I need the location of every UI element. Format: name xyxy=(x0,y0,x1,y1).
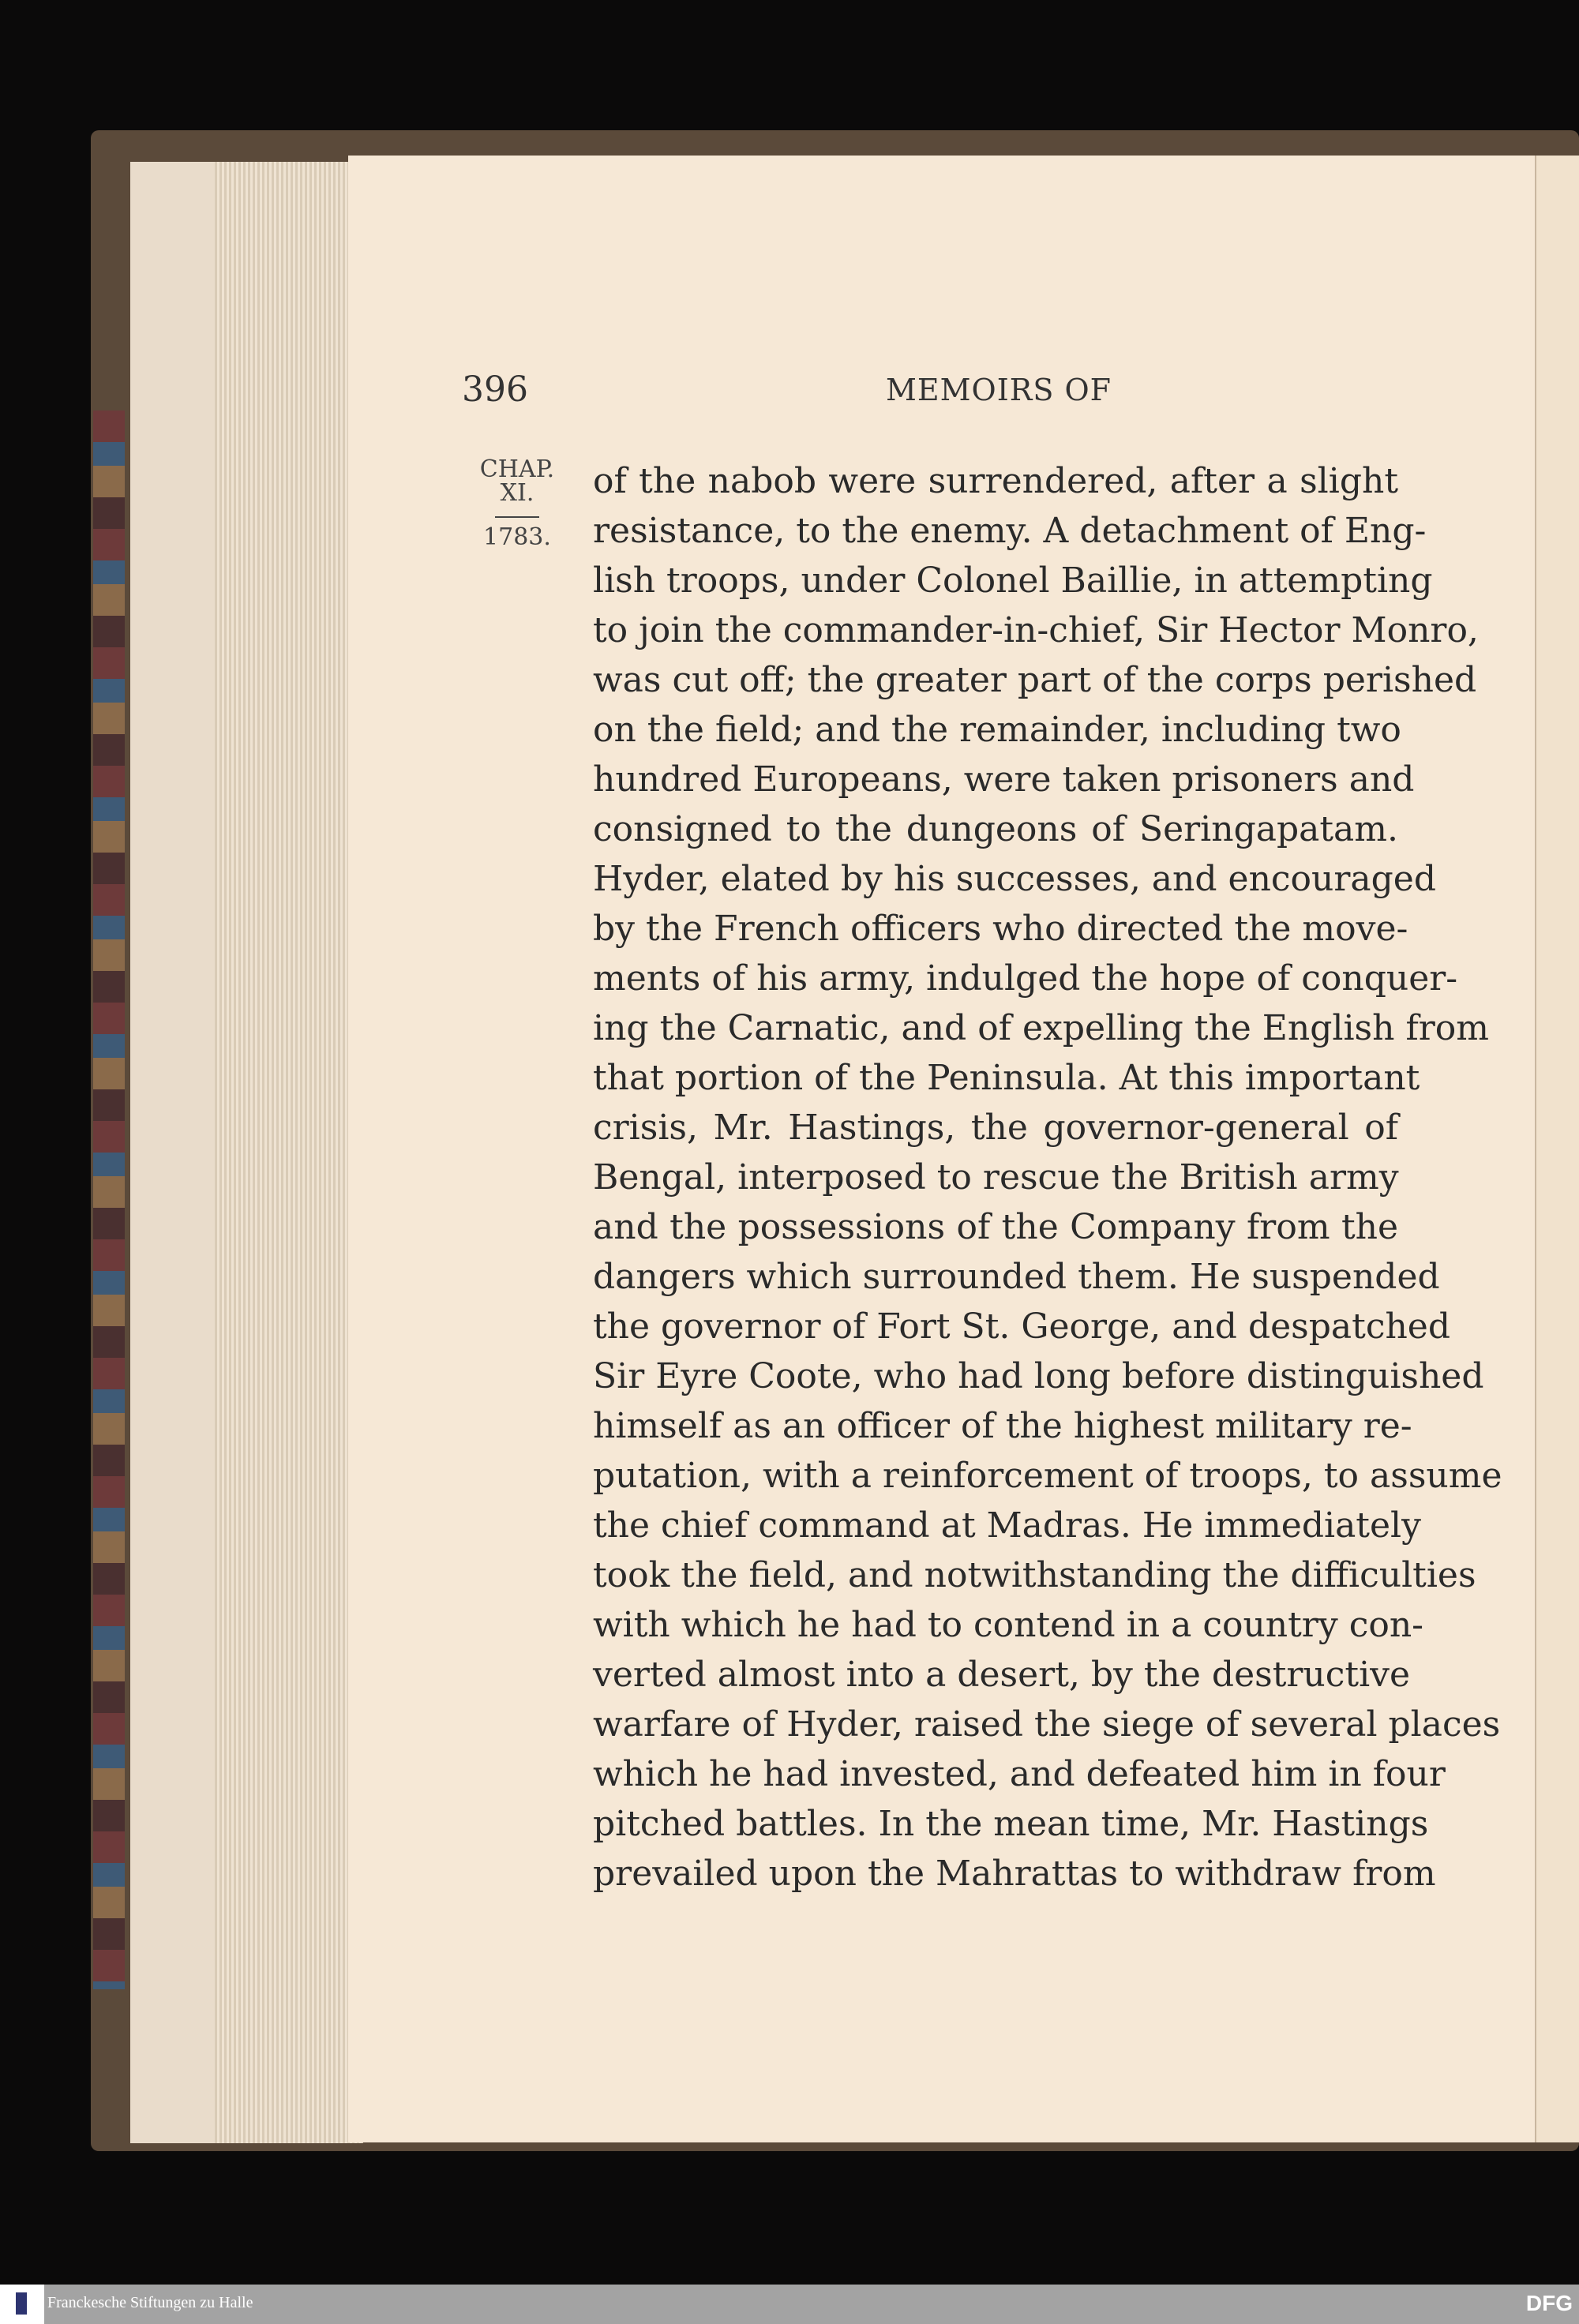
text-line: of the nabob were surrendered, after a slight xyxy=(593,461,1398,501)
text-line: ments of his army, indulged the hope of conquer- xyxy=(593,958,1458,999)
margin-chap: CHAP. xyxy=(479,455,555,483)
text-line: hundred Europeans, were taken prisoners and xyxy=(593,759,1415,800)
dfg-logo: DFG xyxy=(1525,2291,1573,2315)
margin-note xyxy=(474,455,561,551)
institution-logo xyxy=(0,2285,44,2324)
text-line: took the field, and notwithstanding the difficulties xyxy=(593,1555,1476,1595)
marbled-edge xyxy=(93,410,125,1989)
text-line: Hyder, elated by his successes, and encouraged xyxy=(593,859,1437,899)
text-line: Bengal, interposed to rescue the British army xyxy=(593,1157,1399,1198)
body-text xyxy=(593,456,1502,1899)
text-line: dangers which surrounded them. He suspended xyxy=(593,1257,1440,1297)
facing-page-edge xyxy=(1535,156,1579,2142)
margin-rule xyxy=(495,516,539,518)
text-line: ing the Carnatic, and of expelling the English from xyxy=(593,1008,1489,1048)
text-line: to join the commander-in-chief, Sir Hector Monro, xyxy=(593,610,1479,650)
text-line: the chief command at Madras. He immediately xyxy=(593,1505,1421,1546)
text-line: verted almost into a desert, by the destructive xyxy=(593,1655,1411,1695)
text-line: pitched battles. In the mean time, Mr. Hastings xyxy=(593,1804,1429,1844)
text-line: was cut off; the greater part of the corps perished xyxy=(593,660,1477,700)
text-line: that portion of the Peninsula. At this important xyxy=(593,1058,1420,1098)
text-line: resistance, to the enemy. A detachment of Eng- xyxy=(593,511,1427,551)
margin-chapter-number: XI. xyxy=(500,479,534,507)
text-line: which he had invested, and defeated him in four xyxy=(593,1754,1446,1794)
footer-bar xyxy=(0,2285,1579,2324)
text-line: lish troops, under Colonel Baillie, in attempting xyxy=(593,560,1433,601)
page-edges xyxy=(215,162,363,2143)
text-line: on the field; and the remainder, including two xyxy=(593,710,1401,750)
text-line: prevailed upon the Mahrattas to withdraw from xyxy=(593,1854,1436,1894)
text-line: warfare of Hyder, raised the siege of several places xyxy=(593,1704,1501,1745)
text-line: crisis, Mr. Hastings, the governor-general of xyxy=(593,1108,1398,1148)
text-line: and the possessions of the Company from the xyxy=(593,1207,1398,1247)
text-line: himself as an officer of the highest military re- xyxy=(593,1406,1412,1446)
running-head: MEMOIRS OF xyxy=(886,373,1112,407)
text-line: the governor of Fort St. George, and despatched xyxy=(593,1306,1451,1347)
text-line: by the French officers who directed the move- xyxy=(593,909,1408,949)
institution-name: Franckesche Stiftungen zu Halle xyxy=(47,2294,253,2311)
page-number: 396 xyxy=(462,369,528,410)
text-line: with which he had to contend in a country con- xyxy=(593,1605,1424,1645)
text-line: putation, with a reinforcement of troops, to assume xyxy=(593,1456,1502,1496)
text-line: consigned to the dungeons of Seringapatam. xyxy=(593,809,1398,849)
text-line: Sir Eyre Coote, who had long before distinguished xyxy=(593,1356,1484,1396)
margin-year: 1783. xyxy=(483,523,551,551)
